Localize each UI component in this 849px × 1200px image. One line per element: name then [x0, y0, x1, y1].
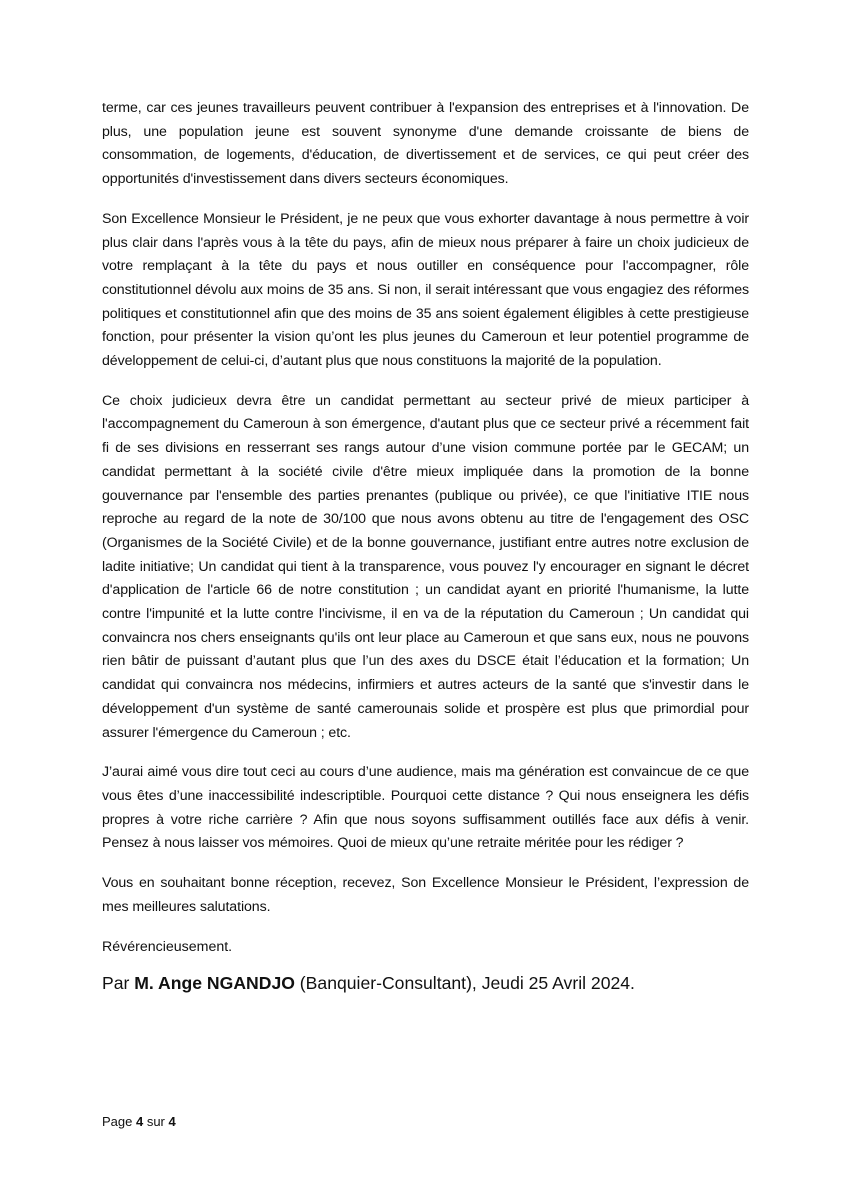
letter-body: [102, 97, 749, 959]
byline-suffix: (Banquier-Consultant), Jeudi 25 Avril 2024.: [294, 973, 635, 993]
byline-prefix: Par: [102, 973, 135, 993]
footer-separator: sur: [143, 1114, 169, 1129]
paragraph-4: J’aurai aimé vous dire tout ceci au cours d’une audience, mais ma génération est convaincue de ce que vous êtes d’une inaccessibilité indescriptible. Pourquoi cette distance ? Qui nous enseignera les défis propres à votre riche carrière ? Afin que nous soyons suffisamment outillés face aux défis à venir. Pensez à nous laisser vos mémoires. Quoi de mieux qu’une retraite méritée pour les rédiger ?: [102, 764, 749, 852]
paragraph-3: Ce choix judicieux devra être un candidat permettant au secteur privé de mieux participer à l'accompagnement du Cameroun à son émergence, d'autant plus que ce secteur privé a récemment fait fi de ses divisions en resserrant ses rangs autour d’une vision commune portée par le GECAM; un candidat permettant à la société civile d'être mieux impliquée dans la promotion de la bonne gouvernance par l'ensemble des parties prenantes (publique ou privée), ce que l'initiative ITIE nous reproche au regard de la note de 30/100 que nous avons obtenu au titre de l'engagement des OSC (Organismes de la Société Civile) et de la bonne gouvernance, justifiant entre autres notre exclusion de ladite initiative; Un candidat qui tient à la transparence, vous pouvez l'y encourager en signant le décret d'application de l'article 66 de notre constitution ; un candidat ayant en priorité l'humanisme, la lutte contre l'impunité et la lutte contre l'incivisme, il en va de la réputation du Cameroun ; Un candidat qui convaincra nos chers enseignants qu'ils ont leur place au Cameroun et que sans eux, nous ne pouvons rien bâtir de puissant d’autant plus que l’un des axes du DSCE était l’éducation et la formation; Un candidat qui convaincra nos médecins, infirmiers et autres acteurs de la santé que s'investir dans le développement d'un système de santé camerounais solide et prospère est plus que primordial pour assurer l'émergence du Cameroun ; etc.: [102, 392, 749, 741]
byline: [102, 970, 782, 996]
signoff: Révérencieusement.: [102, 938, 233, 955]
byline-author: M. Ange NGANDJO: [134, 973, 295, 993]
paragraph-5: Vous en souhaitant bonne réception, recevez, Son Excellence Monsieur le Président, l’expression de mes meilleures salutations.: [102, 875, 749, 915]
paragraph-1: terme, car ces jeunes travailleurs peuvent contribuer à l'expansion des entreprises et à l'innovation. De plus, une population jeune est souvent synonyme d'une demande croissante de biens de consommation, de logements, d'éducation, de divertissement et de services, ce qui peut créer des opportunités d'investissement dans divers secteurs économiques.: [102, 100, 749, 188]
footer-label: Page: [102, 1114, 136, 1129]
footer-current-page: 4: [135, 1114, 144, 1129]
page-footer: [102, 1113, 176, 1131]
footer-total-pages: 4: [168, 1114, 176, 1129]
paragraph-2: Son Excellence Monsieur le Président, je ne peux que vous exhorter davantage à nous permettre à voir plus clair dans l'après vous à la tête du pays, afin de mieux nous préparer à faire un choix judicieux de votre remplaçant à la tête du pays et nous outiller en conséquence pour l'accompagner, rôle constitutionnel dévolu aux moins de 35 ans. Si non, il serait intéressant que vous engagiez des réformes politiques et constitutionnel afin que des moins de 35 ans soient également éligibles à cette prestigieuse fonction, pour présenter la vision qu’ont les plus jeunes du Cameroun et leur potentiel programme de développement de celui-ci, d’autant plus que nous constituons la majorité de la population.: [102, 210, 749, 370]
